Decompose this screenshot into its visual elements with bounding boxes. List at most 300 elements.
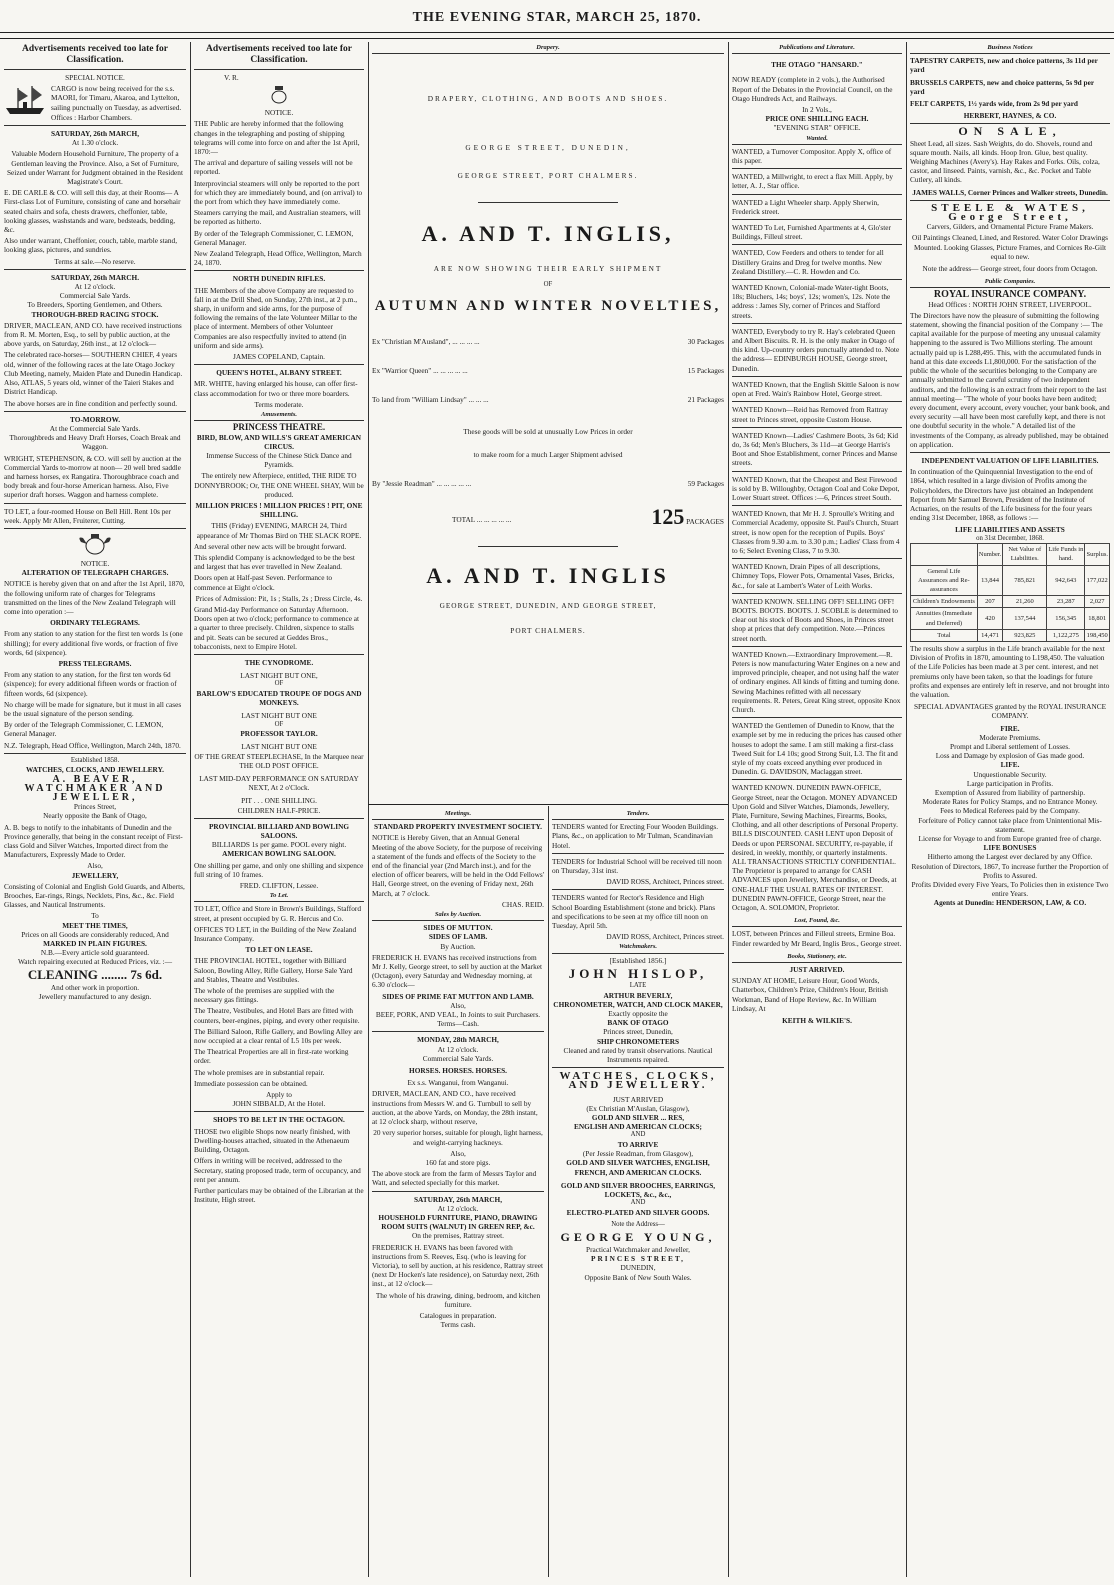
- ad-text: LATE: [629, 982, 647, 990]
- ad-text: JOHN SIBBALD, At the Hotel.: [232, 1099, 326, 1109]
- table-header: Surplus.: [1085, 544, 1110, 565]
- ad-text: Moderate Rates for Policy Stamps, and no Entrance Money.: [922, 797, 1098, 807]
- ad-text: By order of the Telegraph Commissioner, C. LEMON, General Manager.: [194, 228, 354, 247]
- table-cell: 207: [977, 596, 1003, 608]
- ad-heading: ROYAL INSURANCE COMPANY.: [933, 289, 1087, 301]
- column-divider: [548, 806, 549, 1577]
- ad-heading: TO LET ON LEASE.: [245, 945, 313, 955]
- column-3-drapery: [372, 42, 724, 802]
- wanted-ad: WANTED Known, Colonial-made Water-tight Boots, 18s; Bluchers, 14s; boys', 12s; women's, 12s. Note the address : James Sly, corner of Princes and Stafford streets.: [732, 283, 891, 320]
- ad-text: Large participation in Profits.: [966, 778, 1054, 788]
- ad-heading: JOHN HISLOP,: [568, 965, 708, 981]
- column-header: Advertisements received too late for Classification.: [22, 44, 168, 65]
- ad-text: JEWELLERY,: [71, 870, 119, 880]
- wanted-ad: WANTED, Cow Feeders and others to tender for all Distillery Grains and Dreg for twelve months. New Zealand Distillery.—C. R. Howden and Co.: [732, 248, 884, 276]
- column-divider: [728, 42, 729, 1577]
- ad-text: Valuable Modern Household Furniture, The property of a Gentleman leaving the Province. Also, a Set of Furniture, Seized under Warrant for Judgment obtained in the Resident Magistrate's Court.: [7, 149, 183, 187]
- table-cell: 13,844: [977, 565, 1003, 596]
- sale-time: At 1.30 o'clock.: [71, 138, 119, 148]
- ad-text: SIDES OF PRIME FAT MUTTON AND LAMB.: [382, 991, 534, 1001]
- ad-text: One shilling per game, and only one shilling and sixpence full string of 10 frames.: [194, 860, 364, 879]
- ad-text: Terms—Cash.: [437, 1019, 479, 1029]
- ad-text: GOLD AND SILVER ... RES,: [591, 1113, 685, 1123]
- table-cell: 23,287: [1047, 596, 1085, 608]
- ad-text: And several other new acts will be brought forward.: [194, 541, 347, 551]
- carpet-price: FELT CARPETS, 1½ yards wide, from 2s 9d per yard: [910, 99, 1078, 109]
- ad-text: CHRONOMETER, WATCH, AND CLOCK MAKER,: [553, 999, 723, 1009]
- ad-text: AND: [630, 1131, 646, 1139]
- shipment-label: Ex "Warrior Queen" ... ... ... ... ...: [372, 366, 468, 376]
- table-cell: 14,471: [977, 629, 1003, 641]
- ad-text: This splendid Company is acknowledged to be the best and largest that has ever travelled in New Zealand.: [194, 552, 355, 572]
- sale-time: At 12 o'clock.: [437, 1203, 479, 1213]
- ad-text: Also under warrant, Cheffonier, couch, table, marble stand, looking glass, pictures, and sundries.: [4, 236, 178, 255]
- ad-heading: AUTUMN AND WINTER NOVELTIES,: [374, 297, 722, 314]
- table-row-label: Children's Endowments: [911, 596, 978, 608]
- ad-text: The Billiard Saloon, Rifle Gallery, and Bowling Alley are now occupied at a clear rental of L5 10s per week.: [194, 1026, 363, 1046]
- wanted-ad: WANTED Known, that the Cheapest and Best Firewood is sold by B. Willoughby, Octagon Coal and Coke Depot, Lower Stuart street. Offices :—6, Princes street South.: [732, 474, 900, 502]
- ad-text: The Directors have now the pleasure of submitting the following statement, showing the financial position of the Company :— The capital available for the purpose of meeting any unusual calamity happening to the assured is Two Millions sterling. The amount actually paid up is L288,495. This, with the accumulated funds in hand at this date exceeds L1,800,000. For the satisfaction of the public the whole of the securities belonging to the Company are annually submitted to the careful scrutiny of two independent auditors, and the following is an extract from their report to the last annual meeting— "The whole of your books have been audited; every document, every account, every voucher, your bank book, and every security —all have been most carefully kept, and there is not one doubtful security in the whole." A detailed list of the investments of the Company, as already published, may be obtained on application.: [910, 310, 1110, 449]
- section-header: Tenders.: [552, 808, 724, 820]
- ad-heading: WATCHES, CLOCKS, AND JEWELLERY.: [25, 765, 164, 775]
- table-subtitle: on 31st December, 1868.: [976, 534, 1044, 542]
- ad-text: The whole of his drawing, dining, bedroom, and kitchen furniture.: [375, 1290, 541, 1309]
- ad-heading: INDEPENDENT VALUATION OF LIFE LIABILITIES.: [921, 455, 1099, 465]
- ad-text: OF: [274, 680, 284, 688]
- ad-text: Established 1858.: [70, 756, 120, 764]
- shipment-label: To land from "William Lindsay" ... ... ...: [372, 395, 489, 405]
- ad-heading: HORSES. HORSES. HORSES.: [409, 1066, 507, 1076]
- ad-text: Oil Paintings Cleaned, Lined, and Restored. Water Color Drawings Mounted. Looking Glasses, Picture Frames, and Cornices Re-Gilt equal to new.: [911, 233, 1109, 261]
- ad-text: TENDERS for Industrial School will be received till noon on Thursday, 31st inst.: [552, 856, 722, 876]
- ad-text: OF: [274, 720, 284, 728]
- wanted-ad: WANTED Known, Drain Pipes of all descriptions, Chimney Tops, Flower Pots, Ornamental Vases, Bricks, &c., for sale at Lambert's Water of Leith Works.: [732, 562, 895, 590]
- ad-text: THOSE two eligible Shops now nearly finished, with Dwelling-houses attached, situated in the Athenaeum Building, Octagon.: [194, 1126, 351, 1155]
- ad-text: Exactly opposite the: [608, 1009, 668, 1019]
- ad-text: LIFE.: [1000, 760, 1020, 770]
- ad-text: The entirely new Afterpiece, entitled, THE RIDE TO DONNYBROOK; Or, THE ONE WHEEL SHAY, Will be produced.: [194, 471, 364, 499]
- ad-text: OF THE GREAT STEEPLECHASE, In the Marquee near THE OLD POST OFFICE.: [194, 751, 364, 770]
- ad-text: Ex s.s. Wanganui, from Wanganui.: [407, 1078, 509, 1088]
- section-header: Publications and Literature.: [732, 42, 902, 54]
- column-3a: [372, 808, 544, 1578]
- column-4: [732, 42, 902, 1577]
- shipment-value: 59 Packages: [687, 479, 724, 489]
- column-divider: [368, 42, 369, 1577]
- ad-heading: STEELE & WATES, George Street,: [931, 201, 1089, 224]
- carpet-price: BRUSSELS CARPETS, new and choice patterns, 5s 9d per yard: [910, 77, 1094, 96]
- table-cell: 785,821: [1003, 565, 1047, 596]
- ad-text: GEORGE STREET, DUNEDIN,: [465, 143, 631, 153]
- ad-text: THOROUGH-BRED RACING STOCK.: [31, 309, 159, 319]
- ad-heading: SIDES OF LAMB.: [428, 932, 488, 942]
- ad-text: New Zealand Telegraph, Head Office, Wellington, March 24, 1870.: [194, 249, 362, 268]
- table-cell: 942,643: [1047, 565, 1085, 596]
- section-header: Books, Stationery, etc.: [732, 951, 902, 963]
- ad-text: Practical Watchmaker and Jeweller,: [586, 1244, 690, 1254]
- column-divider: [190, 42, 191, 1577]
- ad-text: Thoroughbreds and Heavy Draft Horses, Coach Break and Waggon.: [9, 433, 181, 452]
- ad-text: Prices on all Goods are considerably reduced, And: [21, 929, 169, 939]
- ad-text: Unquestionable Security.: [973, 769, 1047, 779]
- ad-text: The above stock are from the farm of Messrs Taylor and Watt, and selected specially for this market.: [372, 1169, 537, 1188]
- ad-text: NOTICE is hereby given that on and after the 1st April, 1870, the following uniform rate of charges for Telegrams transmitted on the lines of the New Zealand Telegraph will come into operation :—: [4, 579, 185, 616]
- ad-text: Interprovincial steamers will only be reported to the port for which they are immediately bound, and (on arrival) to the port from which they have immediately come.: [194, 178, 363, 207]
- ad-text: THE PROVINCIAL HOTEL, together with Billiard Saloon, Bowling Alley, Rifle Gallery, Horse Sale Yard and Stables, Theatre and Vestibules.: [194, 956, 353, 984]
- wanted-ad: WANTED Known—Reid has Removed from Rattray street to Princes street, opposite Custom House.: [732, 405, 888, 424]
- ad-text: PROFESSOR TAYLOR.: [240, 729, 318, 739]
- ad-text: BILLIARDS 1s per game. POOL every night.: [211, 840, 347, 850]
- ad-text: HERBERT, HAYNES, & CO.: [963, 111, 1057, 121]
- ad-text: THE Public are hereby informed that the following changes in the telegraphing and posting of shipping telegrams will come into force on and after the 1st April, 1870:—: [194, 119, 360, 157]
- ad-text: On the premises, Rattray street.: [412, 1231, 504, 1241]
- ad-text: And other work in proportion.: [50, 982, 140, 992]
- ad-text: Nearly opposite the Bank of Otago,: [43, 811, 147, 821]
- wanted-ad: WANTED, Everybody to try R. Hay's celebrated Queen and Albert Biscuits. R. H. is the only maker in Otago of this kind. Up-country orders punctually attended to. Note the address— EDINBURGH HOUSE, George street, Dunedin.: [732, 326, 900, 373]
- ad-text: Moderate Premiums.: [979, 732, 1041, 742]
- ad-text: ARTHUR BEVERLY,: [603, 990, 673, 1000]
- ad-text: Opposite Bank of New South Wales.: [584, 1272, 692, 1282]
- shipment-value: 21 Packages: [687, 395, 724, 405]
- vr-mark: V. R.: [224, 73, 239, 82]
- ad-heading: THE CYNODROME.: [244, 657, 314, 667]
- ad-heading: PRINCESS THEATRE.: [232, 422, 326, 433]
- ad-text: Exemption of Assured from liability of partnership.: [934, 788, 1086, 798]
- section-header: To Let.: [194, 890, 364, 902]
- notice-title: NOTICE.: [80, 558, 110, 568]
- shipment-value: 30 Packages: [687, 337, 724, 347]
- ad-text: to make room for a much Larger Shipment advised: [473, 449, 623, 459]
- section-header: Drapery.: [372, 42, 724, 54]
- ad-text: LAST MID-DAY PERFORMANCE ON SATURDAY NEXT, At 2 o'Clock.: [199, 773, 359, 793]
- ad-text: Immediate possession can be obtained.: [194, 1078, 308, 1088]
- ad-text: [Established 1856.]: [609, 955, 667, 965]
- sale-date: SATURDAY, 26th MARCH.: [50, 272, 140, 282]
- ad-text: No charge will be made for signature, but it must in all cases be the usual signature of the person sending.: [4, 699, 182, 718]
- royal-crest-icon: [264, 85, 294, 105]
- ad-text: 20 very superior horses, suitable for plough, light harness, and weight-carrying hackneys.: [373, 1128, 543, 1147]
- ad-text: DRAPERY, CLOTHING, AND BOOTS AND SHOES.: [427, 94, 669, 104]
- ad-heading: NORTH DUNEDIN RIFLES.: [232, 274, 326, 284]
- ad-text: TO-MORROW.: [69, 414, 121, 424]
- ad-text: License for Voyage to and from Europe granted free of charge.: [918, 834, 1102, 844]
- ad-text: TO LET, a four-roomed House on Bell Hill. Rent 10s per week. Apply Mr Allen, Fruiterer, Cutting.: [4, 506, 171, 525]
- ad-heading: SPECIAL ADVANTAGES granted by the ROYAL INSURANCE COMPANY.: [913, 702, 1107, 721]
- ad-text: LAST NIGHT BUT ONE,: [240, 671, 318, 681]
- ad-text: "EVENING STAR" OFFICE.: [773, 123, 861, 133]
- ad-text: Commercial Sale Yards.: [422, 1053, 494, 1063]
- ad-text: BEEF, PORK, AND VEAL, In Joints to suit Purchasers.: [375, 1010, 541, 1020]
- ad-heading: THE OTAGO "HANSARD.": [771, 60, 863, 70]
- section-rule: [368, 804, 728, 805]
- ad-text: Agents at Dunedin: HENDERSON, LAW, & CO.: [933, 898, 1087, 908]
- ad-text: AMERICAN BOWLING SALOON.: [222, 849, 336, 859]
- ad-heading: A. BEAVER, WATCHMAKER AND JEWELLER,: [24, 773, 166, 803]
- column-3b: [552, 808, 724, 1578]
- ad-text: Offers in writing will be received, addressed to the Secretary, stating proposed trade, term of occupancy, and rent per annum.: [194, 1156, 361, 1184]
- ad-text: KEITH & WILKIE'S.: [782, 1016, 852, 1026]
- ad-text: JAMES WALLS, Corner Princes and Walker streets, Dunedin.: [912, 187, 1108, 197]
- wanted-ad: WANTED Known.—Extraordinary Improvement.—R. Peters is now manufacturing Water Engines on a new and improved principle, cheaper, and not using half the water of ordinary engines. All kinds of fitting and turning done. Sewing Machines refitted with all necessary requirements. R. Peters, Great King street, opposite Knox Church.: [732, 649, 901, 714]
- ad-text: TO LET, Office and Store in Brown's Buildings, Stafford street, at present occupied by G. R. Hercus and Co.: [194, 904, 361, 923]
- ad-text: MEET THE TIMES,: [62, 920, 128, 930]
- ad-text: BANK OF OTAGO: [607, 1018, 669, 1028]
- ad-text: Head Offices : NORTH JOHN STREET, LIVERPOOL.: [928, 299, 1092, 309]
- ad-text: Cleaned and rated by transit observations. Nautical Instruments repaired.: [563, 1045, 713, 1065]
- top-rule: [0, 32, 1114, 33]
- ad-text: E. DE CARLE & CO. will sell this day, at their Rooms— A First-class Lot of Furniture, consisting of cane and horsehair seated chairs and sofa, chests drawers, cheffonier, table, looking glasses, washstands and ware, bedsteads, bedding, &c.: [4, 188, 181, 235]
- ad-text: Fees to Medical Referees paid by the Company.: [940, 806, 1080, 816]
- ad-text: Princes street, Dunedin,: [603, 1027, 673, 1037]
- ad-text: TO ARRIVE: [617, 1140, 659, 1150]
- ad-text: By Auction.: [440, 941, 476, 951]
- ad-text: From any station to any station, for the first ten words 6d (sixpence); for every additional fifteen words or fraction of fifteen words, 6d (sixpence).: [4, 670, 177, 698]
- wanted-ad: WANTED a Light Wheeler sharp. Apply Sherwin, Frederick street.: [732, 197, 879, 216]
- ad-text: GEORGE STREET, PORT CHALMERS.: [457, 170, 639, 180]
- table-row: [911, 596, 1110, 608]
- ad-text: NOW READY (complete in 2 vols.), the Authorised Report of the Debates in the Provincial Council, on the Otago Hundreds Act, and Railways.: [732, 75, 893, 103]
- ad-heading: ON SALE,: [958, 124, 1062, 139]
- table-row-label: General Life Assurances and Re-assurances: [911, 565, 978, 596]
- ad-text: PRINCES STREET,: [591, 1254, 685, 1264]
- ad-text: Note the address— George street, four doors from Octagon.: [922, 264, 1098, 274]
- table-row-label: Annuities (Immediate and Deferred): [911, 608, 978, 629]
- firm-name: A. AND T. INGLIS,: [421, 220, 675, 246]
- ad-text: By order of the Telegraph Commissioner, C. LEMON, General Manager.: [4, 720, 164, 739]
- ad-heading: JUST ARRIVED.: [789, 965, 845, 975]
- shipment-label: Ex "Christian M'Ausland", ... ... ... ...: [372, 337, 480, 347]
- ad-text: OFFICES TO LET, in the Building of the New Zealand Insurance Company.: [194, 924, 357, 944]
- ad-text: Commercial Sale Yards.: [59, 291, 131, 301]
- ad-text: 160 fat and store pigs.: [425, 1157, 491, 1167]
- shipment-value: 15 Packages: [687, 366, 724, 376]
- ad-text: Steamers carrying the mail, and Australian steamers, will be reported as hitherto.: [194, 208, 361, 227]
- column-header: Advertisements received too late for Classification.: [206, 44, 352, 65]
- wanted-ad: WANTED KNOWN. SELLING OFF! SELLING OFF! BOOTS. BOOTS. BOOTS. J. SCOBLE is determined to clear out his stock of Boots and Shoes, in Princes street shop at prices that defy competition. Note.—Princes street north.: [732, 596, 899, 643]
- column-2: [194, 42, 364, 1577]
- ad-text: MR. WHITE, having enlarged his house, can offer first-class accommodation for two or three more boarders.: [194, 379, 358, 398]
- column-divider: [906, 42, 907, 1577]
- ad-text: PORT CHALMERS.: [510, 625, 586, 635]
- ad-text: CHAS. REID.: [502, 899, 544, 909]
- ad-text: MILLION PRICES ! MILLION PRICES ! PIT, ONE SHILLING.: [195, 500, 363, 520]
- table-cell: 156,345: [1047, 608, 1085, 629]
- wanted-ad: WANTED Known, that Mr H. J. Sproulle's Writing and Commercial Academy, opposite St. Paul's Church, Stuart street, is now open for the reception of Pupils. Boys' Classes from 9.30 a.m. to 3.30 p.m.; Ladies' Class from 4 to 6; Select Evening Class, 7 to 9.30.: [732, 509, 900, 555]
- table-row: [911, 608, 1110, 629]
- ad-text: To: [91, 911, 99, 921]
- ad-text: ENGLISH AND AMERICAN CLOCKS;: [574, 1122, 702, 1132]
- ad-text: PIT . . . ONE SHILLING.: [241, 796, 317, 806]
- ad-text: The arrival and departure of sailing vessels will not be reported.: [194, 158, 353, 177]
- table-cell: 1,122,275: [1047, 629, 1085, 641]
- notice-heading: ALTERATION OF TELEGRAPH CHARGES.: [21, 568, 169, 578]
- ad-text: DRIVER, MACLEAN, AND CO., have received instructions from Messrs W. and G. Turnbull to sell by auction, at the above Yards, on Monday, the 28th instant, at 12 o'clock sharp, without reserve,: [372, 1089, 538, 1127]
- column-5: [910, 42, 1110, 1577]
- ad-text: The Theatre, Vestibules, and Hotel Bars are fitted with counters, beer-engines, piping, and every other requisite.: [194, 1006, 360, 1025]
- ad-text: Jewellery manufactured to any design.: [38, 991, 152, 1001]
- table-cell: 137,544: [1003, 608, 1047, 629]
- table-cell: 923,825: [1003, 629, 1047, 641]
- ad-text: A. B. begs to notify to the inhabitants of Dunedin and the Province generally, that being in the constant receipt of First-class Gold and Silver Watches, Imported direct from the Manufacturers, Expressly Made to Order.: [4, 822, 183, 860]
- total-label: TOTAL ... ... ... ... ...: [452, 514, 512, 524]
- ad-text: LAST NIGHT BUT ONE: [241, 711, 317, 721]
- table-row-label: Total: [911, 629, 978, 641]
- ad-text: The celebrated race-horses— SOUTHERN CHIEF, 4 years old, winner of the following races at the late Otago Jockey Club Meeting, namely, Maiden Plate and Dunedin Handicap. Also, ATLAS, 5 years old, winner of the Taieri Stakes and District Handicap.: [4, 350, 183, 397]
- ad-text: Doors open at Half-past Seven. Performance to commence at Eight o'clock.: [194, 573, 332, 592]
- ad-text: Consisting of Colonial and English Gold Guards, and Alberts, Brooches, Ear-rings, Rings, Necklets, Pins, &c., &c. Field Glasses, and Nautical Instruments.: [4, 881, 185, 910]
- notice-heading: ORDINARY TELEGRAMS.: [50, 618, 140, 628]
- ad-text: DUNEDIN,: [620, 1263, 656, 1273]
- ad-text: DAVID ROSS, Architect, Princes street.: [606, 877, 724, 887]
- ad-heading: GEORGE YOUNG,: [560, 1229, 716, 1244]
- column-1: [4, 42, 186, 1577]
- ad-text: Prompt and Liberal settlement of Losses.: [950, 742, 1070, 751]
- table-cell: 2,027: [1085, 596, 1110, 608]
- firm-name: A. AND T. INGLIS: [426, 563, 670, 589]
- ad-text: Sheet Lead, all sizes. Sash Weights, do do. Shovels, round and square mouth. Nails, all kinds. Hoop Iron. Glue, best quality. Weighing Machines (Avery's). Hay Rakes and Forks. Oils, colza, castor, and linseed. Paints, varnish, &c., &c. Pocket and Table Cutlery, all kinds.: [910, 138, 1100, 185]
- total-value: 125: [651, 504, 685, 530]
- ad-text: The results show a surplus in the Life branch available for the next Division of Profits in 1870, amounting to L198,450. The valuation of the Life Policies has been made at 3 per cent. interest, and net premiums only have been taken, so that the loadings for future profits and expenses are entirely left in reserve, and not brought into the valuation.: [910, 643, 1110, 699]
- ad-text: PRICE ONE SHILLING EACH.: [765, 114, 869, 124]
- ad-text: FIRE.: [1000, 723, 1020, 733]
- wanted-ad: WANTED Known, that the English Skittle Saloon is now open at Fred. Wain's Rainbow Hotel, George street.: [732, 379, 900, 399]
- lost-ad: LOST, between Princes and Filleul streets, Ermine Boa. Finder rewarded by Mr Beard, Inglis Bros., George street.: [732, 929, 902, 948]
- table-cell: 198,450: [1085, 629, 1110, 641]
- wanted-ad: WANTED, a Turnover Compositor. Apply X, office of this paper.: [732, 146, 892, 166]
- ad-text: These goods will be sold at unusually Low Prices in order: [463, 426, 633, 436]
- ad-heading: STANDARD PROPERTY INVESTMENT SOCIETY.: [373, 822, 542, 832]
- section-header: Wanted.: [732, 133, 902, 145]
- sale-date: SATURDAY, 26th MARCH,: [413, 1194, 503, 1204]
- ship-icon: [4, 84, 48, 116]
- ad-text: Profits Divided every Five Years, To Policies then in existence Two entire Years.: [911, 880, 1109, 899]
- ad-text: FRED. CLIFTON, Lessee.: [239, 881, 319, 891]
- sale-time: At 12 o'clock.: [437, 1044, 479, 1054]
- ad-text: To Breeders, Sporting Gentlemen, and Others.: [27, 300, 163, 310]
- ad-text: ARE NOW SHOWING THEIR EARLY SHIPMENT: [433, 264, 663, 274]
- sale-date: MONDAY, 28th MARCH,: [417, 1035, 499, 1045]
- ad-heading: WATCHES, CLOCKS, AND JEWELLERY.: [559, 1070, 717, 1092]
- table-cell: 21,260: [1003, 596, 1047, 608]
- table-header: Number.: [977, 544, 1003, 565]
- ad-text: CHILDREN HALF-PRICE.: [237, 805, 321, 815]
- ad-text: Loss and Damage by explosion of Gas made good.: [935, 751, 1085, 761]
- ad-text: Terms cash.: [440, 1320, 476, 1330]
- ad-text: Also,: [450, 1148, 466, 1158]
- ad-heading: BIRD, BLOW, AND WILLS'S GREAT AMERICAN CIRCUS.: [196, 432, 362, 451]
- table-cell: 420: [977, 608, 1003, 629]
- ad-text: Terms at sale.—No reserve.: [54, 256, 136, 266]
- ad-text: GOLD AND SILVER BROOCHES, EARRINGS, LOCKETS, &c., &c.,: [560, 1180, 716, 1200]
- table-header: Net Value of Liabilities.: [1003, 544, 1047, 565]
- ad-text: GEORGE STREET, DUNEDIN, AND GEORGE STREET,: [439, 600, 657, 610]
- wanted-ad: WANTED, a Millwright, to erect a flax Mill. Apply, by letter, A. J., Star office.: [732, 172, 894, 191]
- ad-text: TENDERS wanted for Rector's Residence and High School Boarding Establishment (stone and brick). Plans and specifications to be seen at my office till noon on Tuesday, April 5th.: [552, 893, 716, 931]
- ad-text: N.Z. Telegraph, Head Office, Wellington, March 24th, 1870.: [4, 740, 181, 750]
- section-header: Public Companies.: [910, 276, 1110, 288]
- ad-text: Apply to: [266, 1090, 292, 1100]
- ad-text: Prices of Admission: Pit, 1s ; Stalls, 2s ; Dress Circle, 4s.: [195, 593, 363, 603]
- wanted-ad: WANTED To Let, Furnished Apartments at 4, Glo'ster Buildings, Filleul street.: [732, 223, 891, 242]
- ad-text: At the Commercial Sale Yards.: [49, 423, 141, 433]
- table-header: Life Funds in hand.: [1047, 544, 1085, 565]
- ad-heading: PROVINCIAL BILLIARD AND BOWLING SALOONS.: [208, 821, 350, 840]
- section-header: Amusements.: [194, 409, 364, 421]
- ad-text: OF: [543, 281, 553, 289]
- ad-text: GOLD AND SILVER WATCHES, ENGLISH, FRENCH, AND AMERICAN CLOCKS.: [566, 1158, 710, 1177]
- ad-text: Watch repairing executed at Reduced Prices, viz. :—: [17, 957, 172, 967]
- ad-text: Princes Street,: [73, 802, 117, 812]
- sale-date: SATURDAY, 26th MARCH,: [50, 129, 140, 139]
- wanted-ad: WANTED the Gentlemen of Dunedin to Know, that the example set by me in reducing the prices has caused other houses to adopt the same. I am still making a first-class Tweed Suit for L4 10s; good Strong Suit, L3. The fit and style of my coats exceed anything ever produced in Dunedin. G. DAVIDSON, Maclaggan street.: [732, 721, 902, 777]
- section-header: Lost, Found, &c.: [732, 915, 902, 927]
- ad-text: JUST ARRIVED: [612, 1094, 664, 1104]
- ad-text: Hitherto among the Largest ever declared by any Office.: [927, 852, 1093, 862]
- royal-crest-icon: [75, 532, 115, 556]
- section-title: SPECIAL NOTICE.: [65, 73, 125, 82]
- ad-text: Catalogues in preparation.: [419, 1310, 497, 1320]
- ad-text: (Per Jessie Readman, from Glasgow),: [582, 1149, 694, 1159]
- total-unit: PACKAGES: [686, 517, 724, 527]
- ad-text: Immense Success of the Chinese Stick Dance and Pyramids.: [206, 450, 352, 470]
- ad-text: The whole premises are in substantial repair.: [194, 1067, 325, 1077]
- ad-text: DRIVER, MACLEAN, AND CO. have received instructions from R. M. Morten, Esq., to sell by public auction, at the above yards, on Saturday, 26th inst., at 12 o'clock—: [4, 320, 182, 349]
- section-header: Sales by Auction.: [372, 909, 544, 921]
- section-header: Meetings.: [372, 808, 544, 820]
- ad-text: WRIGHT, STEPHENSON, & CO. will sell by auction at the Commercial Yards to-morrow at noon— 20 well bred saddle and harness horses, ex Rangatira. Thoroughbrace coach and body break and four-horse American harness. Also, Five superior draft horses. Waggon and harness complete.: [4, 453, 182, 500]
- ad-text: SHIP CHRONOMETERS: [596, 1036, 680, 1046]
- ad-text: MARKED IN PLAIN FIGURES.: [43, 939, 147, 949]
- ad-text: The whole of the premises are supplied with the necessary gas fittings.: [194, 986, 335, 1005]
- ad-text: ELECTRO-PLATED AND SILVER GOODS.: [566, 1207, 710, 1217]
- ad-text: AND: [630, 1199, 646, 1207]
- ad-text: BARLOW'S EDUCATED TROUPE OF DOGS AND MONKEYS.: [196, 688, 362, 708]
- section-header: Watchmakers.: [552, 941, 724, 953]
- ad-text: DAVID ROSS, Architect, Princes street.: [606, 932, 724, 942]
- sale-time: At 12 o'clock.: [74, 282, 116, 292]
- ad-text: Resolution of Directors, 1867, To increase further the Proportion of Profits to Assured.: [911, 861, 1109, 880]
- section-header: Business Notices: [910, 42, 1110, 54]
- ad-text: NOTICE is Hereby Given, that an Annual General Meeting of the above Society, for the purpose of receiving a statement of the funds and effects of the Society to the end of the financial year (2nd March inst.), and for the election of officer bearers, will be held in the Odd Fellows' Hall, George street, on the evening of Friday next, 26th March, at 7 o'clock.: [372, 833, 544, 898]
- ad-text: Also,: [87, 861, 103, 871]
- ad-text: JAMES COPELAND, Captain.: [232, 352, 326, 362]
- ad-heading: HOUSEHOLD FURNITURE, PIANO, DRAWING ROOM SUITS (WALNUT) IN GREEN REP, &c.: [378, 1212, 538, 1232]
- ad-text: The Theatrical Properties are all in first-rate working order.: [194, 1047, 349, 1066]
- top-rule-2: [0, 38, 1114, 39]
- ad-text: Carvers, Gilders, and Ornamental Picture Frame Makers.: [926, 222, 1094, 232]
- ad-text: The above horses are in fine condition and perfectly sound.: [4, 398, 178, 408]
- ad-text: THE Members of the above Company are requested to fall in at the Drill Shed, on Sunday, 27th inst., at 2 p.m., sharp, in uniform and side arms, for the purpose of following the remains of the late Volunteer Millar to the place of interment. Members of other Volunteer Companies are also respectfully invited to attend (in uniform and side arms).: [194, 285, 358, 350]
- ad-text: (Ex Christian M'Auslan, Glasgow),: [586, 1103, 690, 1113]
- table-cell: 177,022: [1085, 565, 1110, 596]
- notice-title: NOTICE.: [264, 108, 294, 118]
- table-row: [911, 629, 1110, 641]
- ad-text: Note the Address—: [611, 1221, 665, 1229]
- wanted-ad: WANTED Known—Ladies' Cashmere Boots, 3s 6d; Kid do, 3s 6d; Men's Bluchers, 3s 11d—at George Harris's Boot and Shoe Establishment, corner Princes and Manse streets.: [732, 430, 899, 468]
- ad-text: Forfeiture of Policy cannot take place from Unintentional Mis-statement.: [918, 815, 1102, 834]
- ad-text: FREDERICK H. EVANS has been favored with instructions from S. Reeves, Esq. (who is leaving for Victoria), to sell by auction, at his residence, Rattray street (next Dr Hocken's late residence), on Saturday next, 26th inst., at 12 o'clock—: [372, 1242, 543, 1289]
- ad-text: N.B.—Every article sold guaranteed.: [40, 948, 150, 958]
- ad-text: In continuation of the Quinquennial Investigation to the end of 1864, which resulted in a large division of Profits among the Policyholders, the Directors have just obtained an Independent Report from Mr Samuel Brown, President of the Institute of Actuaries, on the results of the Life business for the four years ending 31st December, 1868, as follows :—: [910, 467, 1094, 523]
- ad-text: From any station to any station for the first ten words 1s (one shilling); for every additional five words, or fraction of five words, 6d (sixpence).: [4, 629, 183, 657]
- ad-text: THIS (Friday) EVENING, MARCH 24, Third appearance of Mr Thomas Bird on THE SLACK ROPE.: [196, 521, 362, 540]
- masthead: THE EVENING STAR, MARCH 25, 1870.: [412, 10, 702, 25]
- ad-text: LIFE BONUSES: [983, 843, 1037, 853]
- ad-heading: SHOPS TO BE LET IN THE OCTAGON.: [213, 1115, 345, 1125]
- ad-price: CLEANING ........ 7s 6d.: [27, 966, 163, 982]
- table-row: [911, 565, 1110, 596]
- shipment-label: By "Jessie Readman" ... ... ... ... ...: [372, 479, 472, 489]
